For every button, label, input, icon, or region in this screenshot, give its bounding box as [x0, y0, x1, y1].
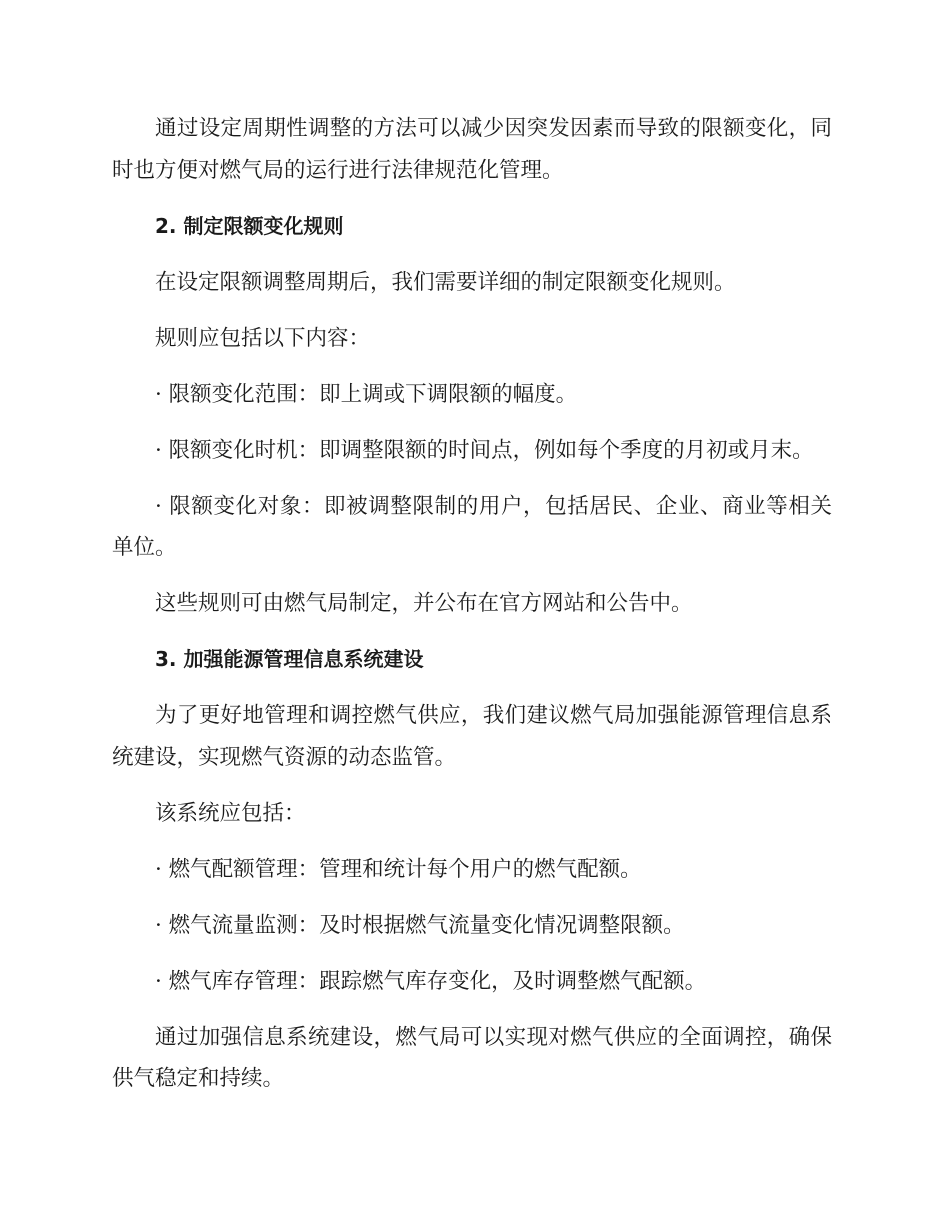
section-heading: 3. 加强能源管理信息系统建设: [155, 647, 424, 671]
bullet-item: · 限额变化对象：即被调整限制的用户，包括居民、企业、商业等相关单位。: [112, 493, 832, 560]
bullet-item: · 燃气库存管理：跟踪燃气库存变化，及时调整燃气配额。: [155, 968, 707, 994]
paragraph: 在设定限额调整周期后，我们需要详细的制定限额变化规则。: [155, 269, 736, 295]
document-body: [112, 108, 832, 1100]
bullet-item: · 限额变化范围：即上调或下调限额的幅度。: [155, 381, 578, 407]
section-heading: 2. 制定限额变化规则: [155, 213, 344, 238]
paragraph: 规则应包括以下内容：: [155, 325, 371, 351]
paragraph: 该系统应包括：: [155, 800, 306, 826]
paragraph: 通过设定周期性调整的方法可以减少因突发因素而导致的限额变化，同时也方便对燃气局的运行进行法律规范化管理。: [112, 116, 832, 183]
paragraph: 这些规则可由燃气局制定，并公布在官方网站和公告中。: [155, 591, 693, 616]
paragraph: 为了更好地管理和调控燃气供应，我们建议燃气局加强能源管理信息系统建设，实现燃气资源的动态监管。: [112, 703, 832, 770]
bullet-item: · 限额变化时机：即调整限额的时间点，例如每个季度的月初或月末。: [155, 437, 814, 463]
paragraph: 通过加强信息系统建设，燃气局可以实现对燃气供应的全面调控，确保供气稳定和持续。: [112, 1024, 832, 1091]
bullet-item: · 燃气流量监测：及时根据燃气流量变化情况调整限额。: [155, 912, 685, 938]
bullet-item: · 燃气配额管理：管理和统计每个用户的燃气配额。: [155, 856, 642, 882]
